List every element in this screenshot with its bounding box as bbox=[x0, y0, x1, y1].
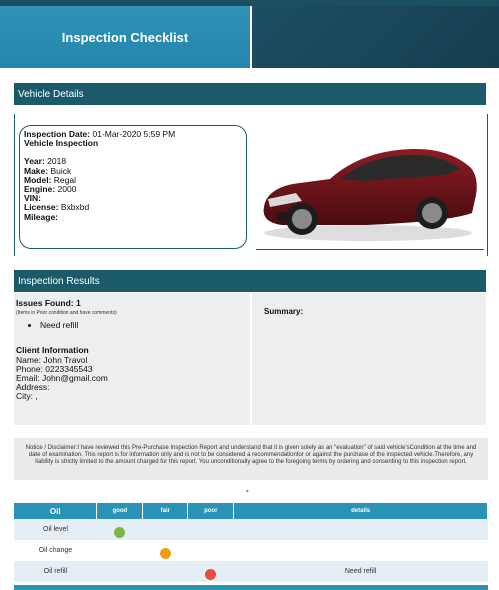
field-label: Mileage: bbox=[24, 211, 59, 222]
table-footer-bar bbox=[14, 585, 488, 590]
field-label: Model: bbox=[24, 174, 52, 185]
rating-cell-fair bbox=[143, 561, 188, 582]
field-value: Regal bbox=[51, 174, 76, 185]
rating-cell-poor bbox=[188, 519, 234, 540]
rating-cell-poor bbox=[188, 540, 234, 561]
field-label: VIN: bbox=[24, 193, 41, 204]
fair-rating-dot bbox=[160, 548, 171, 559]
rating-cell-fair bbox=[143, 519, 188, 540]
oil-checklist-table bbox=[14, 503, 488, 582]
col-header-good: good bbox=[97, 503, 143, 519]
field-label: Make: bbox=[24, 165, 49, 176]
col-header-details: details bbox=[234, 503, 488, 519]
vehicle-details-heading: Vehicle Details bbox=[14, 83, 486, 105]
poor-rating-dot bbox=[205, 569, 216, 580]
field-label: Engine: bbox=[24, 184, 56, 195]
row-item: Oil change bbox=[38, 547, 73, 554]
inspection-date-value: 01-Mar-2020 5:59 PM bbox=[90, 129, 176, 139]
section-separator: - bbox=[246, 486, 249, 495]
rating-cell-poor bbox=[188, 561, 234, 582]
table-row bbox=[14, 519, 488, 540]
issues-note: (Items in Poor condition and have comments) bbox=[16, 310, 117, 317]
field-mileage bbox=[24, 213, 242, 222]
issues-list bbox=[16, 321, 248, 330]
disclaimer-text: Notice / Disclaimer:I have reviewed this Pre-Purchase Inspection Report and understand that it is given solely as an "evaluation" of said vehicle'sCondition at the time and date of examination. This report is for information only and is not to be considered a recommendationfor or against the purchase of the inspected vehicle.Therefore, any liability is strictly limited to the amount charged for this report. You unconditionally agree to the foregoing terms by ordering and consenting to this inspection report. bbox=[14, 438, 488, 480]
rating-cell-good bbox=[97, 519, 143, 540]
inspection-date-label: Inspection Date: bbox=[24, 129, 91, 139]
rating-cell-good bbox=[97, 561, 143, 582]
field-value: Bxbxbd bbox=[58, 202, 90, 213]
results-left-panel bbox=[14, 293, 250, 425]
field-label: License: bbox=[24, 202, 59, 213]
field-value: 2018 bbox=[44, 156, 67, 167]
field-engine bbox=[24, 185, 242, 194]
col-header-fair: fair bbox=[143, 503, 188, 519]
issue-item: • Need refill bbox=[40, 321, 248, 330]
client-name: Name: John Travol bbox=[16, 354, 88, 365]
inspection-type: Vehicle Inspection bbox=[24, 138, 99, 149]
inspection-results-heading: Inspection Results bbox=[14, 270, 486, 292]
field-value: 2000 bbox=[55, 184, 77, 195]
client-email: Email: John@gmail.com bbox=[16, 373, 108, 384]
col-header-poor: poor bbox=[188, 503, 234, 519]
issues-found: Issues Found: 1 bbox=[16, 298, 81, 308]
table-row bbox=[14, 561, 488, 582]
client-address: Address: bbox=[16, 382, 50, 393]
row-details bbox=[234, 519, 488, 540]
row-item: Oil refill bbox=[14, 561, 97, 582]
car-photo bbox=[256, 127, 484, 250]
summary-label: Summary: bbox=[264, 307, 304, 316]
col-header-oil: Oil bbox=[14, 503, 97, 519]
field-label: Year: bbox=[24, 156, 45, 167]
row-details bbox=[234, 540, 488, 561]
table-row bbox=[14, 540, 488, 561]
client-city: City: , bbox=[16, 391, 38, 402]
vehicle-info-card bbox=[19, 125, 247, 249]
field-value: Buick bbox=[48, 165, 72, 176]
row-details: Need refill bbox=[234, 561, 488, 582]
rating-cell-good bbox=[97, 540, 143, 561]
page-title: Inspection Checklist bbox=[0, 6, 250, 68]
row-item: Oil level bbox=[14, 519, 97, 540]
table-header-row bbox=[14, 503, 488, 519]
good-rating-dot bbox=[114, 527, 125, 538]
client-info-heading: Client Information bbox=[16, 345, 89, 356]
client-phone: Phone: 0223345543 bbox=[16, 363, 93, 374]
results-summary-panel bbox=[252, 293, 486, 425]
header-banner bbox=[252, 6, 499, 68]
rating-cell-fair bbox=[143, 540, 188, 561]
